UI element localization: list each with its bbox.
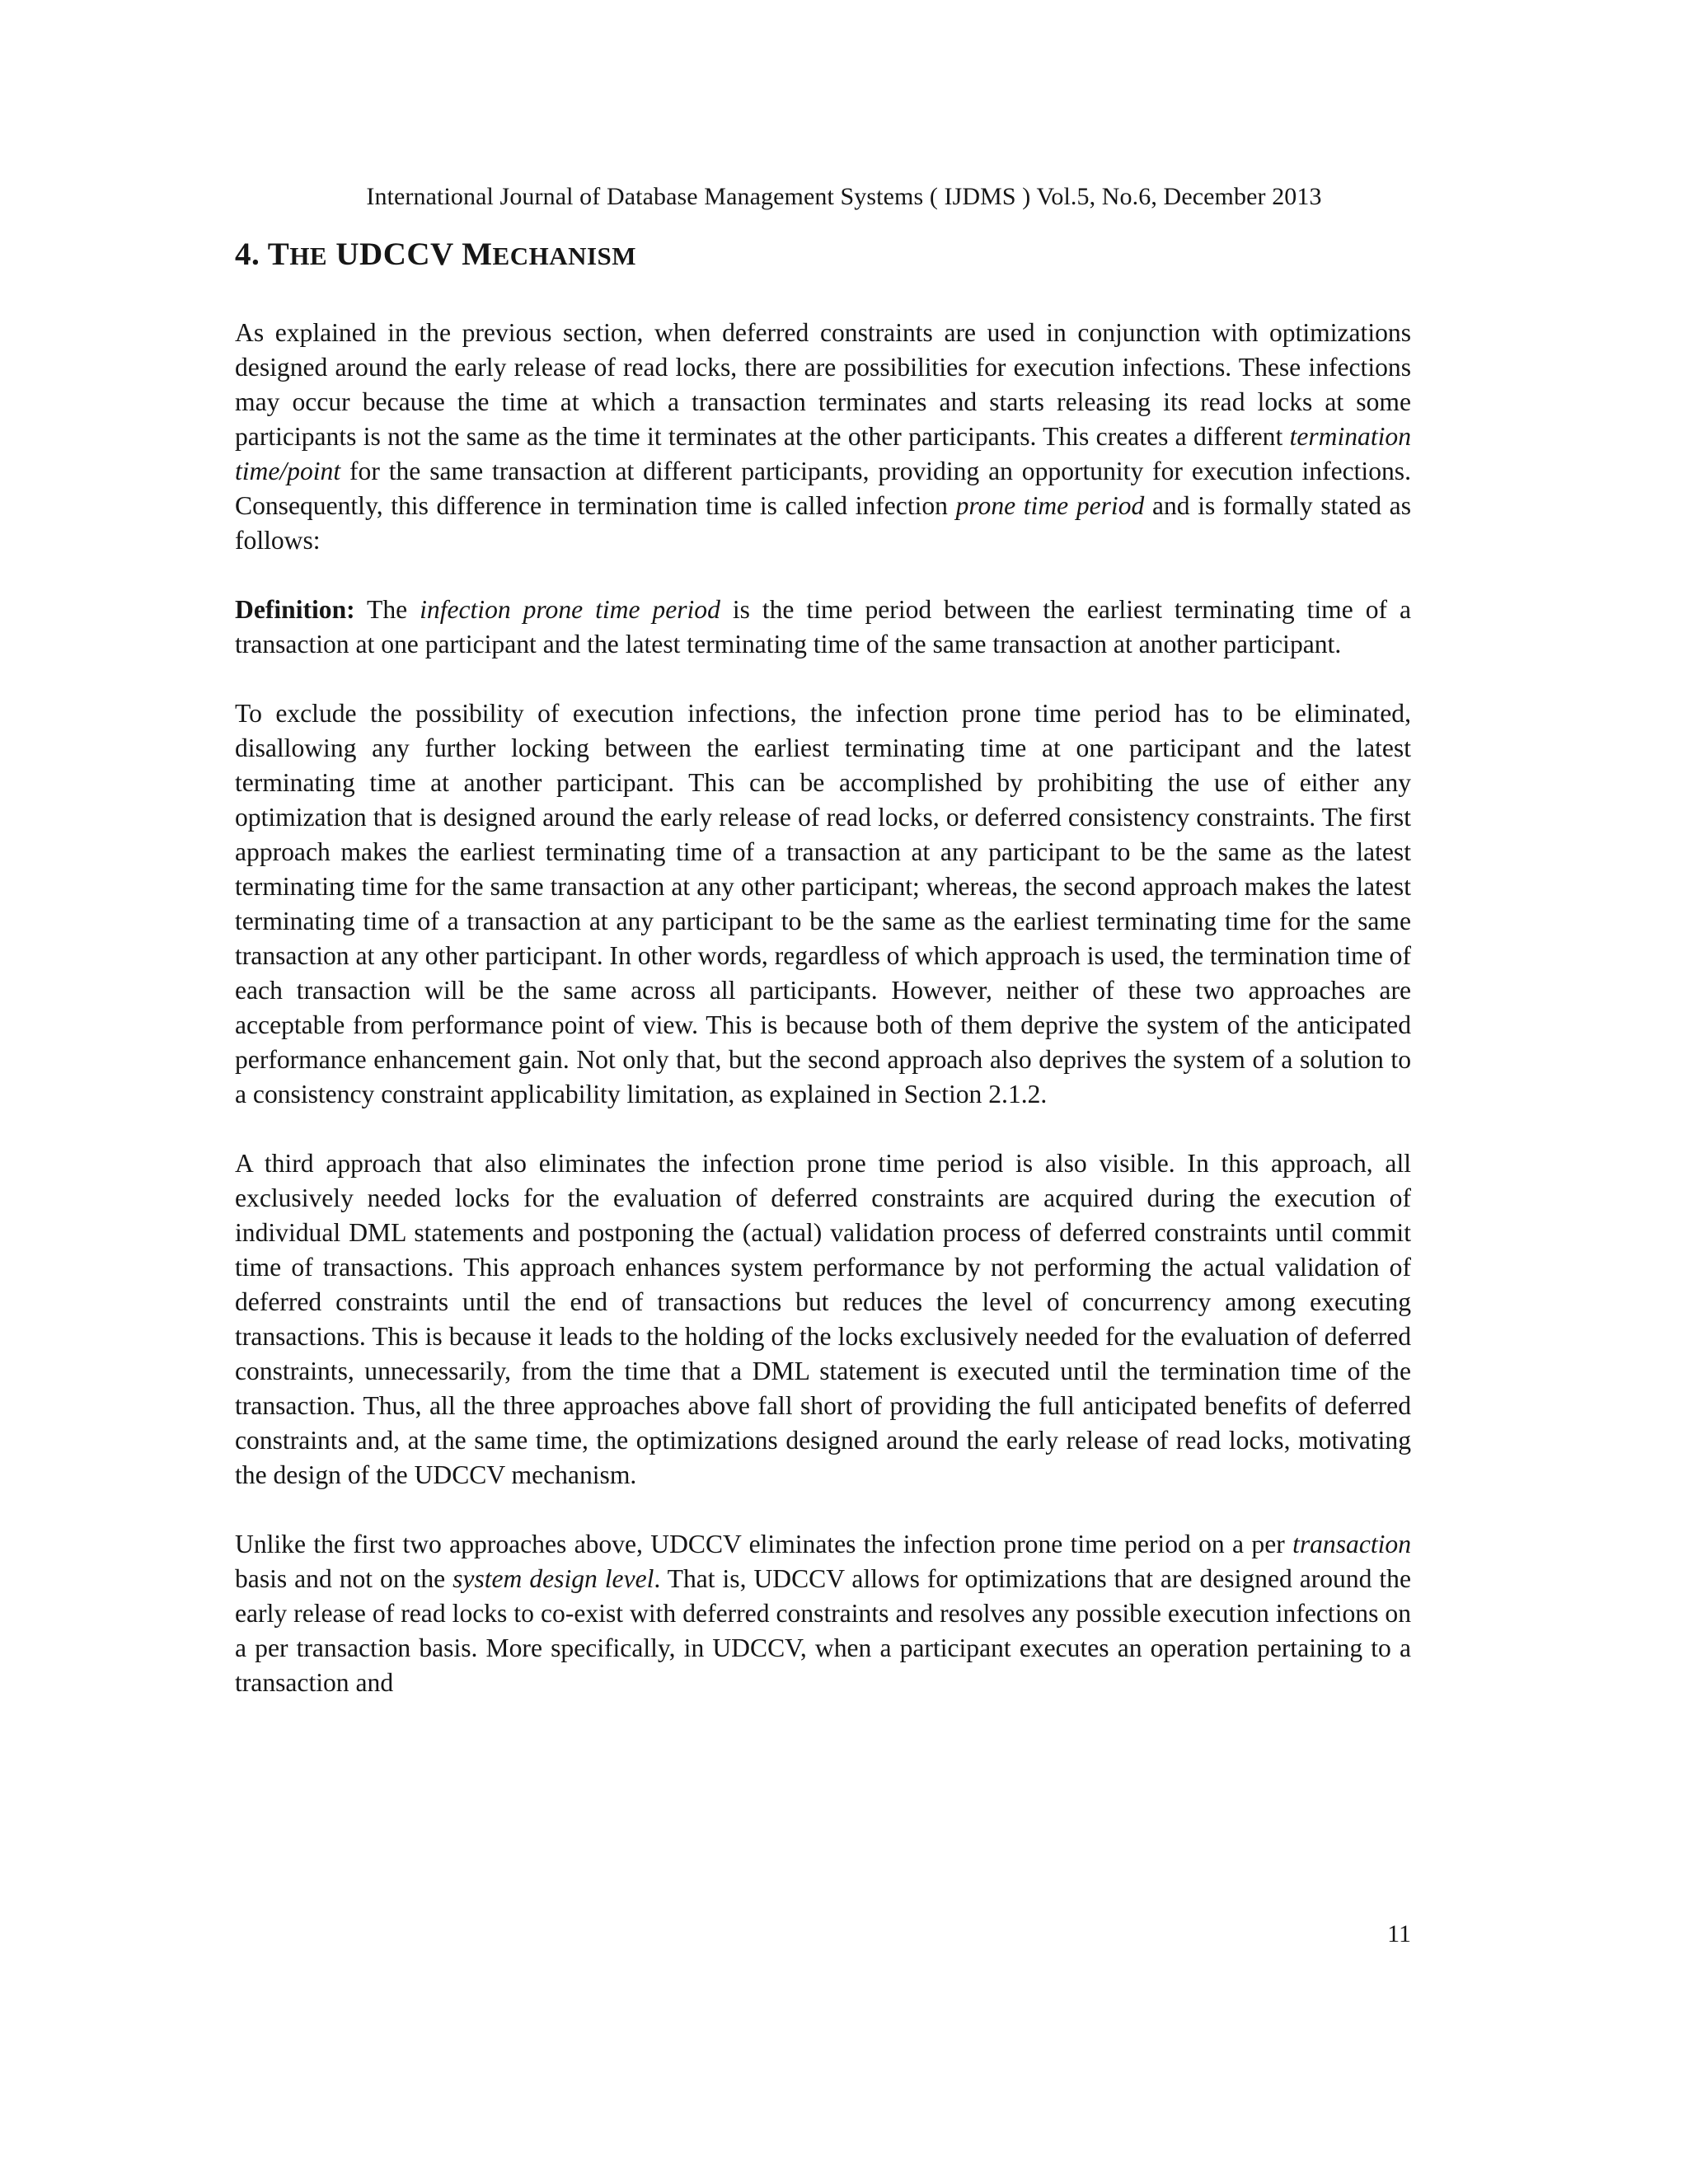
paragraph-definition: Definition: The infection prone time period is the time period between the earliest terminating time of a transaction at one participant and the latest terminating time of the same transaction at another participant. bbox=[235, 595, 1411, 658]
definition-label: Definition: bbox=[235, 595, 355, 624]
page-number: 11 bbox=[1387, 1920, 1411, 1947]
paragraph-third-approach: A third approach that also eliminates the infection prone time period is also visible. In this approach, all exclusively needed locks for the evaluation of deferred constraints are acquired during the execution of individual DML statements and postponing the (actual) validation process of deferred constraints until commit time of transactions. This approach enhances system performance by not performing the actual validation of deferred constraints until the end of transactions but reduces the level of concurrency among executing transactions. This is because it leads to the holding of the locks exclusively needed for the evaluation of deferred constraints, unnecessarily, from the time that a DML statement is executed until the termination time of the transaction. Thus, all the three approaches above fall short of providing the full anticipated benefits of deferred constraints and, at the same time, the optimizations designed around the early release of read locks, motivating the design of the UDCCV mechanism. bbox=[235, 1149, 1411, 1489]
emphasis-termination-time: termination time/point bbox=[235, 422, 1411, 485]
emphasis-transaction: transaction bbox=[1292, 1530, 1411, 1558]
emphasis-system-design-level: system design level bbox=[452, 1564, 654, 1593]
paragraph-intro: As explained in the previous section, when deferred constraints are used in conjunction with optimizations designed around the early release of read locks, there are possibilities for execution infections. These infections may occur because the time at which a transaction terminates and starts releasing its read locks at some participants is not the same as the time it terminates at the other participants. This creates a different termination time/point for the same transaction at different participants, providing an opportunity for execution infections. Consequently, this difference in termination time is called infection prone time period and is formally stated as follows: bbox=[235, 318, 1411, 555]
paragraph-udccv: Unlike the first two approaches above, UDCCV eliminates the infection prone time period on a per transaction basis and not on the system design level. That is, UDCCV allows for optimizations that are designed around the early release of read locks to co-exist with deferred constraints and resolves any possible execution infections on a per transaction basis. More specifically, in UDCCV, when a participant executes an operation pertaining to a transaction and bbox=[235, 1530, 1411, 1697]
emphasis-infection-prone-time-period: infection prone time period bbox=[420, 595, 720, 624]
running-header: International Journal of Database Management Systems ( IJDMS ) Vol.5, No.6, December 2013 bbox=[366, 183, 1322, 210]
section-number: 4. bbox=[235, 237, 268, 272]
section-title: 4. THE UDCCV MECHANISM bbox=[235, 237, 637, 272]
emphasis-prone-time-period: prone time period bbox=[955, 491, 1145, 520]
paragraph-exclusion: To exclude the possibility of execution infections, the infection prone time period has to be eliminated, disallowing any further locking between the earliest terminating time at one participant and the latest terminating time at another participant. This can be accomplished by prohibiting the use of either any optimization that is designed around the early release of read locks, or deferred consistency constraints. The first approach makes the earliest terminating time of a transaction at any participant to be the same as the latest terminating time for the same transaction at any other participant; whereas, the second approach makes the latest terminating time of a transaction at any participant to be the same as the earliest terminating time for the same transaction at any other participant. In other words, regardless of which approach is used, the termination time of each transaction will be the same across all participants. However, neither of these two approaches are acceptable from performance point of view. This is because both of them deprive the system of the anticipated performance enhancement gain. Not only that, but the second approach also deprives the system of a solution to a consistency constraint applicability limitation, as explained in Section 2.1.2. bbox=[235, 699, 1411, 1108]
body-text bbox=[235, 316, 1411, 1733]
